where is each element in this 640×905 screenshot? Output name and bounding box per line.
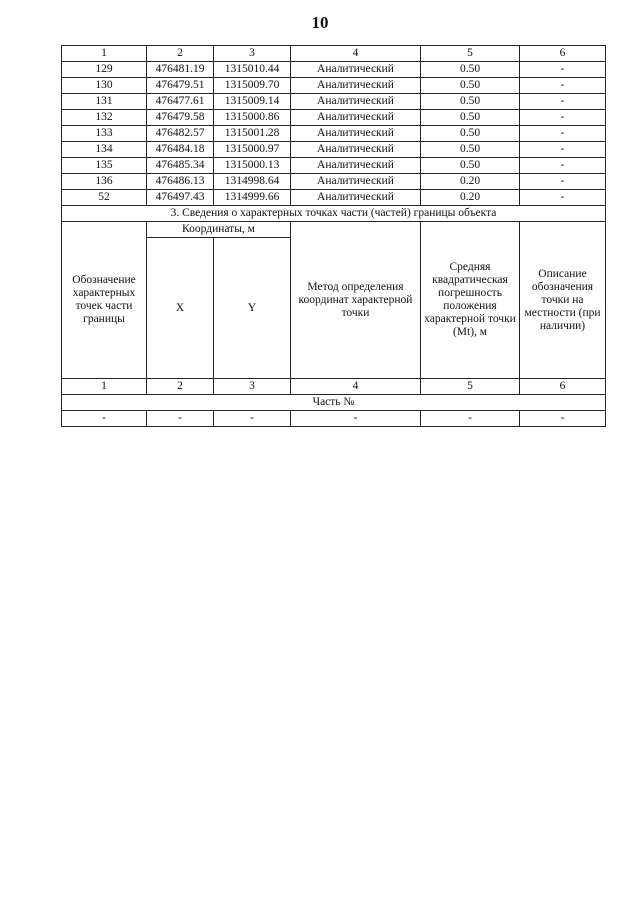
x-coordinate: 476482.57	[147, 126, 214, 142]
col-num-4: 4	[291, 46, 421, 62]
error-value: 0.20	[421, 174, 520, 190]
table-row	[62, 142, 606, 158]
method-header: Метод определения координат характерной точки	[291, 222, 421, 379]
error-value: 0.20	[421, 190, 520, 206]
error-value: 0.50	[421, 126, 520, 142]
s3-col-num-1: 1	[62, 379, 147, 395]
table-row	[62, 158, 606, 174]
y-header: Y	[214, 238, 291, 379]
col-num-1: 1	[62, 46, 147, 62]
method: Аналитический	[291, 158, 421, 174]
method: Аналитический	[291, 78, 421, 94]
method: Аналитический	[291, 174, 421, 190]
error-value: 0.50	[421, 110, 520, 126]
description: -	[520, 158, 606, 174]
method: Аналитический	[291, 110, 421, 126]
description: -	[520, 142, 606, 158]
x-coordinate: 476484.18	[147, 142, 214, 158]
part-label-row	[62, 395, 606, 411]
s3-col-num-2: 2	[147, 379, 214, 395]
error-value: 0.50	[421, 158, 520, 174]
point-number: 134	[62, 142, 147, 158]
error-header: Средняя квадратическая погрешность положения характерной точки (Mt), м	[421, 222, 520, 379]
section3-title-row	[62, 206, 606, 222]
point-number: 135	[62, 158, 147, 174]
col-num-3: 3	[214, 46, 291, 62]
point-number: 132	[62, 110, 147, 126]
x-coordinate: 476497.43	[147, 190, 214, 206]
x-coordinate: 476486.13	[147, 174, 214, 190]
y-coordinate: 1315001.28	[214, 126, 291, 142]
y-coordinate: 1315000.97	[214, 142, 291, 158]
error-value: 0.50	[421, 62, 520, 78]
description-header: Описание обозначения точки на местности (при наличии)	[520, 222, 606, 379]
y-coordinate: 1314998.64	[214, 174, 291, 190]
point-designation-header: Обозначение характерных точек части границы	[62, 222, 147, 379]
s3-col-num-6: 6	[520, 379, 606, 395]
error-value: 0.50	[421, 78, 520, 94]
empty-cell-3: -	[214, 411, 291, 427]
x-header: X	[147, 238, 214, 379]
description: -	[520, 190, 606, 206]
section3-header-row-1	[62, 222, 606, 238]
empty-cell-5: -	[421, 411, 520, 427]
s3-col-num-3: 3	[214, 379, 291, 395]
col-num-6: 6	[520, 46, 606, 62]
point-number: 131	[62, 94, 147, 110]
table-row	[62, 62, 606, 78]
coordinates-header: Координаты, м	[147, 222, 291, 238]
description: -	[520, 94, 606, 110]
y-coordinate: 1315010.44	[214, 62, 291, 78]
page-number: 10	[311, 13, 329, 32]
part-label: Часть №	[62, 395, 606, 411]
method: Аналитический	[291, 142, 421, 158]
y-coordinate: 1315009.14	[214, 94, 291, 110]
point-number: 129	[62, 62, 147, 78]
empty-part-row	[62, 411, 606, 427]
description: -	[520, 110, 606, 126]
method: Аналитический	[291, 190, 421, 206]
y-coordinate: 1315009.70	[214, 78, 291, 94]
table-row	[62, 94, 606, 110]
empty-cell-4: -	[291, 411, 421, 427]
empty-cell-1: -	[62, 411, 147, 427]
table-row	[62, 174, 606, 190]
description: -	[520, 62, 606, 78]
point-number: 133	[62, 126, 147, 142]
y-coordinate: 1315000.13	[214, 158, 291, 174]
coordinates-table	[61, 45, 606, 427]
col-num-5: 5	[421, 46, 520, 62]
y-coordinate: 1315000.86	[214, 110, 291, 126]
x-coordinate: 476479.51	[147, 78, 214, 94]
error-value: 0.50	[421, 142, 520, 158]
col-num-2: 2	[147, 46, 214, 62]
description: -	[520, 174, 606, 190]
table-row	[62, 78, 606, 94]
x-coordinate: 476481.19	[147, 62, 214, 78]
empty-cell-2: -	[147, 411, 214, 427]
method: Аналитический	[291, 62, 421, 78]
point-number: 130	[62, 78, 147, 94]
method: Аналитический	[291, 126, 421, 142]
point-number: 136	[62, 174, 147, 190]
section3-column-number-row	[62, 379, 606, 395]
s3-col-num-4: 4	[291, 379, 421, 395]
empty-cell-6: -	[520, 411, 606, 427]
table-row	[62, 110, 606, 126]
s3-col-num-5: 5	[421, 379, 520, 395]
x-coordinate: 476485.34	[147, 158, 214, 174]
method: Аналитический	[291, 94, 421, 110]
error-value: 0.50	[421, 94, 520, 110]
point-number: 52	[62, 190, 147, 206]
y-coordinate: 1314999.66	[214, 190, 291, 206]
x-coordinate: 476479.58	[147, 110, 214, 126]
table-row	[62, 126, 606, 142]
description: -	[520, 78, 606, 94]
description: -	[520, 126, 606, 142]
column-number-row	[62, 46, 606, 62]
table-row	[62, 190, 606, 206]
x-coordinate: 476477.61	[147, 94, 214, 110]
section3-title: 3. Сведения о характерных точках части (частей) границы объекта	[62, 206, 606, 222]
